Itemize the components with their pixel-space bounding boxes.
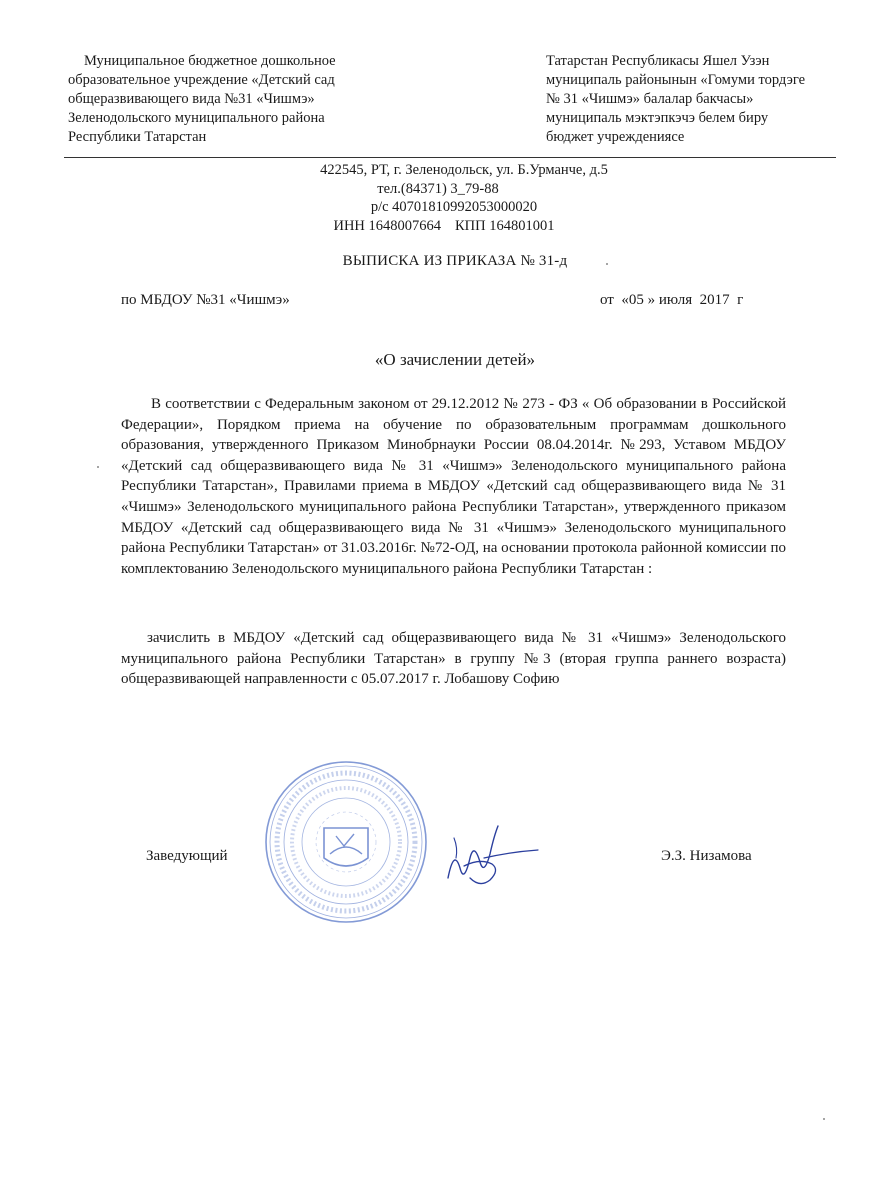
address-street: 422545, РТ, г. Зеленодольск, ул. Б.Урманче, д.5 — [320, 162, 608, 178]
header-left-line: Зеленодольского муниципального района — [68, 110, 325, 126]
scan-speck — [97, 466, 99, 468]
header-left-line: Республики Татарстан — [68, 129, 207, 145]
header-right-line: муниципаль мэктэпкэчэ белем биру — [546, 110, 769, 126]
document-date: от «05 » июля 2017 г — [600, 292, 744, 308]
header-right-line: бюджет учреждениясе — [546, 129, 685, 145]
header-left-line: общеразвивающего вида №31 «Чишмэ» — [68, 91, 315, 107]
address-kpp: КПП 164801001 — [455, 217, 555, 234]
handwritten-signature — [440, 818, 540, 892]
preamble-paragraph: В соответствии с Федеральным законом от 29.12.2012 № 273 - ФЗ « Об образовании в Российской Федерации», Порядком приема на обучение по образовательным программам дошкольного образования, утвержденного Приказом Минобрнауки России 08.04.2014г. №293, Уставом МБДОУ «Детский сад общеразвивающего вида № 31 «Чишмэ» Зеленодольского муниципального района Республики Татарстан», Правилами приема в МБДОУ «Детский сад общеразвивающего вида № 31 «Чишмэ» Зеленодольского муниципального района Республики Татарстан», утвержденного приказом МБДОУ «Детский сад общеразвивающего вида № 31 «Чишмэ» Зеленодольского муниципального района Республики Татарстан» от 31.03.2016г. №72-ОД, на основании протокола районной комиссии по комплектованию Зеленодольского муниципального района Республики Татарстан : — [121, 396, 786, 577]
document-title: ВЫПИСКА ИЗ ПРИКАЗА № 31-д — [342, 253, 568, 269]
scan-speck — [823, 1118, 825, 1120]
header-left-line: Муниципальное бюджетное дошкольное — [84, 53, 336, 69]
address-inn: ИНН 1648007664 — [333, 217, 442, 234]
header-right-line: Татарстан Республикасы Яшел Узэн — [546, 53, 770, 69]
order-paragraph: зачислить в МБДОУ «Детский сад общеразвивающего вида № 31 «Чишмэ» Зеленодольского муниципального района Республики Татарстан» в группу №3 (вторая группа раннего возраста) общеразвивающей направленности с 05.07.2017 г. Лобашову Софию — [121, 630, 786, 688]
signatory-position: Заведующий — [146, 848, 228, 864]
header-left-russian — [68, 52, 428, 147]
header-left-line: образовательное учреждение «Детский сад — [68, 72, 335, 88]
document-org: по МБДОУ №31 «Чишмэ» — [121, 292, 290, 308]
header-right-line: № 31 «Чишмэ» балалар бакчасы» — [546, 91, 754, 107]
header-right-line: муниципаль районынын «Гомуми тордэге — [546, 72, 806, 88]
address-account: р/с 40701810992053000020 — [370, 199, 538, 215]
header-divider — [64, 157, 836, 158]
header-right-tatar — [546, 52, 846, 147]
scan-speck — [606, 263, 608, 265]
document-subject: «О зачислении детей» — [374, 350, 536, 369]
address-requisites — [0, 217, 872, 236]
official-stamp — [262, 758, 430, 926]
address-phone: тел.(84371) 3_79-88 — [377, 180, 499, 197]
signatory-name: Э.З. Низамова — [661, 848, 752, 864]
address-block — [0, 161, 872, 235]
